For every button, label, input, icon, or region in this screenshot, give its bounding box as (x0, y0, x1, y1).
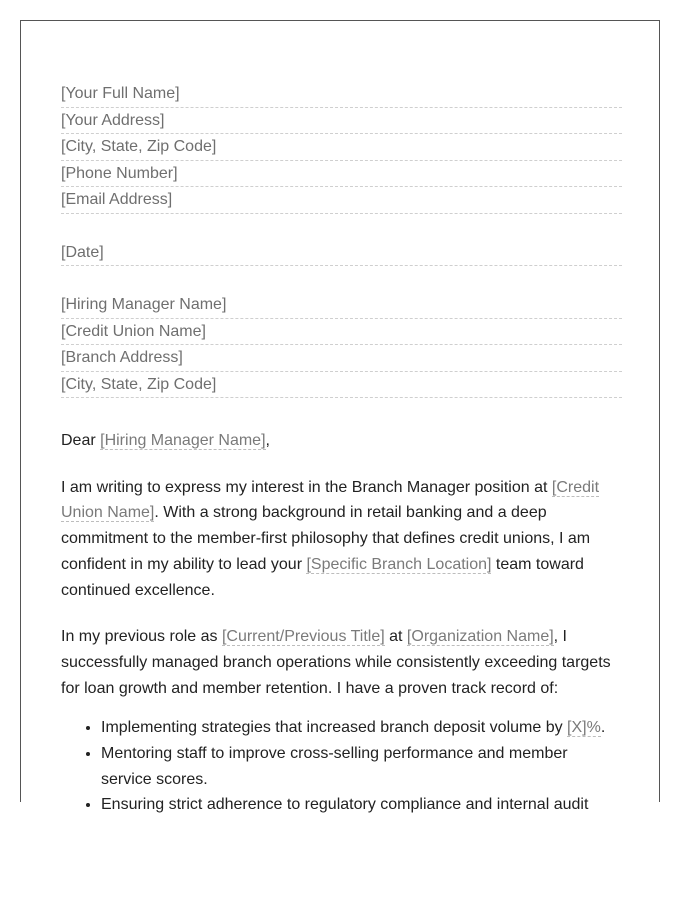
document-page (20, 20, 660, 814)
salutation (61, 428, 622, 454)
salutation-prefix: Dear (61, 432, 101, 449)
paragraph-text: , I successfully managed branch operations while consistently exceeding targets for loan growth and member retention. I have a proven track record of: (61, 628, 611, 697)
letter-body (61, 81, 622, 818)
achievements-list (61, 715, 622, 818)
date-field[interactable]: [Date] (61, 240, 622, 267)
organization-placeholder[interactable]: [Organization Name] (406, 628, 554, 646)
paragraph-text: I am writing to express my interest in the Branch Manager position at (61, 478, 552, 496)
list-item-text: Mentoring staff to improve cross-selling performance and member service scores. (101, 745, 568, 788)
percentage-placeholder[interactable]: [X]% (567, 719, 601, 737)
recipient-city-state-zip-field[interactable]: [City, State, Zip Code] (61, 372, 622, 399)
list-item (101, 792, 622, 818)
title-placeholder[interactable]: [Current/Previous Title] (221, 628, 385, 646)
paragraph-text: In my previous role as (61, 628, 222, 646)
paragraph-text: at (384, 628, 407, 646)
recipient-name-field[interactable]: [Hiring Manager Name] (61, 292, 622, 319)
list-item-text: Implementing strategies that increased branch deposit volume by (101, 719, 568, 737)
sender-city-state-zip-field[interactable]: [City, State, Zip Code] (61, 134, 622, 161)
sender-name-field[interactable]: [Your Full Name] (61, 81, 622, 108)
list-item (101, 715, 622, 741)
spacer (61, 398, 622, 428)
spacer (61, 266, 622, 292)
list-item (101, 741, 622, 792)
sender-block (61, 81, 622, 214)
spacer (61, 214, 622, 240)
paragraph-text: . With a strong background in retail banking and a deep commitment to the member-first philosophy that defines credit unions, I am confident in my ability to lead your (61, 504, 591, 573)
salutation-name-placeholder[interactable]: [Hiring Manager Name] (100, 432, 266, 449)
sender-phone-field[interactable]: [Phone Number] (61, 161, 622, 188)
recipient-address-field[interactable]: [Branch Address] (61, 345, 622, 372)
list-item-text: . (600, 719, 606, 737)
paragraph-intro (61, 475, 622, 604)
credit-union-name-placeholder[interactable]: [Credit Union Name] (61, 478, 600, 522)
sender-address-field[interactable]: [Your Address] (61, 108, 622, 135)
salutation-suffix: , (265, 432, 270, 449)
recipient-block (61, 292, 622, 398)
recipient-organization-field[interactable]: [Credit Union Name] (61, 319, 622, 346)
sender-email-field[interactable]: [Email Address] (61, 187, 622, 214)
paragraph-text: team toward continued excellence. (61, 555, 584, 599)
paragraph-experience (61, 624, 622, 701)
list-item-text: Ensuring strict adherence to regulatory compliance and internal audit (101, 796, 589, 814)
branch-location-placeholder[interactable]: [Specific Branch Location] (306, 555, 492, 573)
